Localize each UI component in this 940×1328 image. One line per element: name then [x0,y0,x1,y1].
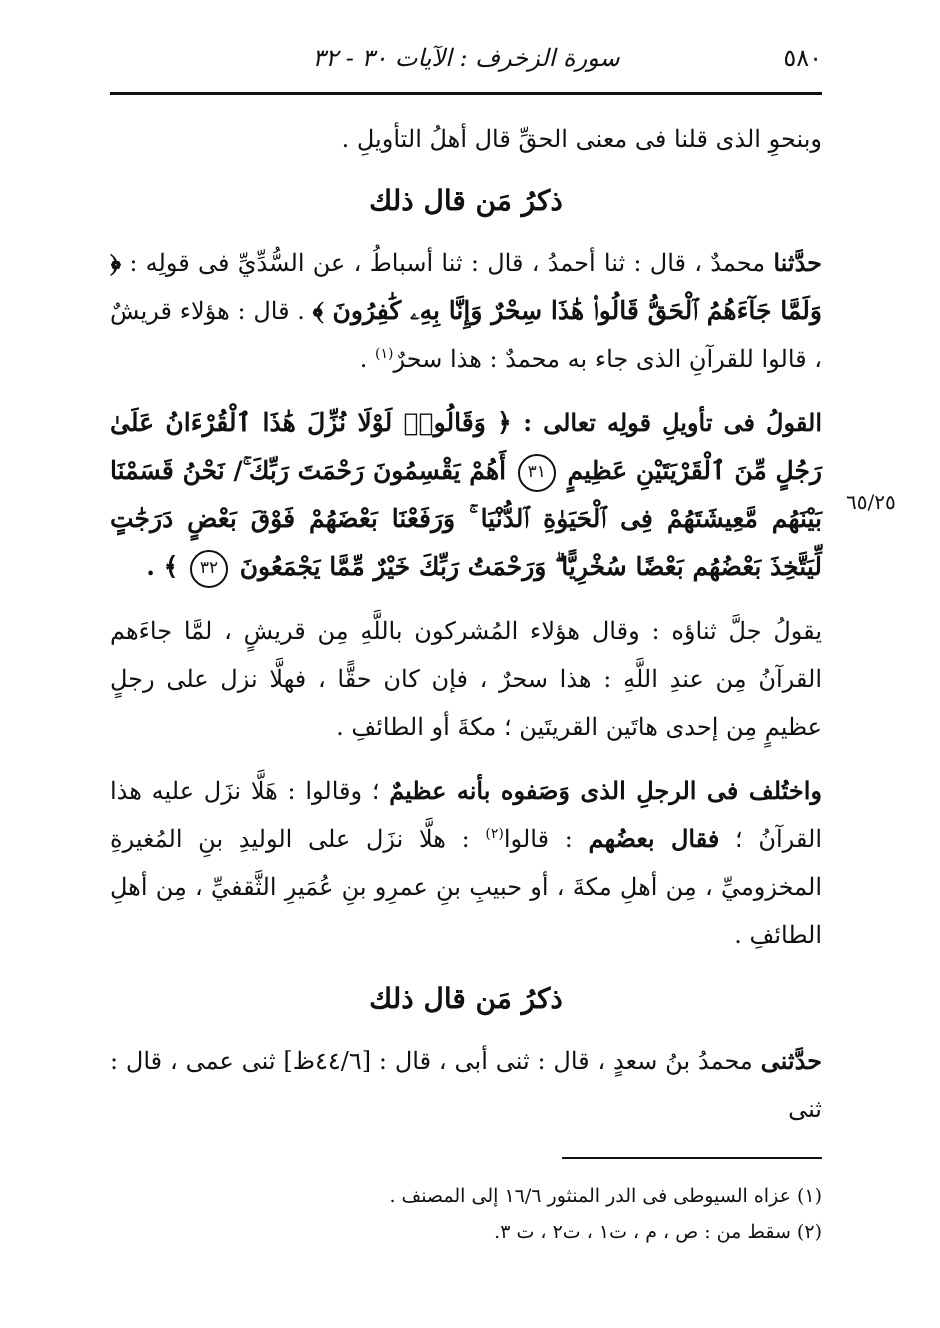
section-heading: ذكرُ مَن قال ذلك [369,982,563,1015]
intro-paragraph: وبنحوِ الذى قلنا فى معنى الحقِّ قال أهلُ التأويلِ . [341,125,822,153]
tafsir-lead: القولُ فى تأويلِ قولِه تعالى : [523,408,822,437]
page-number: ٥٨٠ [783,44,822,72]
footnote-ref: (٢) [485,826,504,842]
header-rule [110,92,822,95]
quran-close: ﴾ . [146,552,187,581]
opinion-lead: فقال بعضُهم [588,824,720,853]
narration-text: محمدٌ ، قال : ثنا أحمدُ ، قال : ثنا أسباطُ ، عن السُّدِّيِّ فى قولِه : [121,249,774,277]
footnote: (١) عزاه السيوطى فى الدر المنثور ١٦/٦ إلى المصنف . [389,1185,822,1207]
footnote-ref: (١) [375,346,394,362]
narration-text: محمدُ بنُ سعدٍ ، قال : ثنى أبى ، قال : [٤٤/٦ظ] ثنى عمى ، قال : ثنى [110,1047,822,1123]
narration-lead: حدَّثنا [773,248,822,277]
narration-tail: . قال : هؤلاء قريشٌ ، قالوا للقرآنِ الذى جاء به محمدٌ : هذا سحرٌ [110,297,822,373]
section-heading: ذكرُ مَن قال ذلك [369,184,563,217]
opinion-text-cont: : هلَّا نزَل على الوليدِ بنِ المُغيرةِ المخزوميِّ ، مِن أهلِ مكةَ ، أو حبيبِ بنِ عمرِو بنِ عُمَيرِ الثَّقفيِّ ، مِن أهلِ الطائفِ . [110,825,822,949]
hadith-paragraph [110,1037,822,1133]
quran-verse-32: أَهُمْ يَقْسِمُونَ رَحْمَتَ رَبِّكَ ۚ/ نَحْنُ قَسَمْنَا بَيْنَهُم مَّعِيشَتَهُمْ فِى ٱلْحَيَوٰةِ ٱلدُّنْيَا ۚ وَرَفَعْنَا بَعْضَهُمْ فَوْقَ بَعْضٍ دَرَجَٰتٍ لِّيَتَّخِذَ بَعْضُهُم بَعْضًا سُخْرِيًّا ۗ وَرَحْمَتُ رَبِّكَ خَيْرٌ مِّمَّا يَجْمَعُونَ [110,456,822,581]
ayah-number-marker: ٣١ [518,454,556,492]
footnotes [110,1178,822,1250]
footnote-rule [562,1157,822,1159]
paragraph-end: . [359,345,375,373]
quran-verse-31: ﴿ وَقَالُوا۟ لَوْلَا نُزِّلَ هَٰذَا ٱلْقُرْءَانُ عَلَىٰ رَجُلٍ مِّنَ ٱلْقَرْيَتَيْنِ عَظِيمٍ [110,408,822,485]
ayah-number-marker: ٣٢ [190,550,228,588]
main-text [110,115,822,1149]
narration-lead: حدَّثنى [760,1046,822,1075]
disagreement-lead: واختُلف فى الرجلِ الذى وَصَفوه بأنه عظيمٌ [389,776,822,805]
quran-quote: ﴿ وَلَمَّا جَآءَهُمُ ٱلْحَقُّ قَالُوا۟ هَٰذَا سِحْرٌ وَإِنَّا بِهِۦ كَٰفِرُونَ ﴾ [110,248,822,325]
margin-reference: ٦٥/٢٥ [846,490,896,514]
footnote: (٢) سقط من : ص ، م ، ت١ ، ت٢ ، ت ٣. [494,1221,822,1243]
running-title: سورة الزخرف : الآيات ٣٠ - ٣٢ [312,44,620,72]
hadith-paragraph [110,239,822,383]
opinion-text: : قالوا [503,825,589,853]
disagreement-text: ؛ وقالوا : هَلَّا نزَل عليه هذا القرآنُ ؛ [110,777,822,853]
verse-paragraph [110,399,822,591]
commentary-paragraph: يقولُ جلَّ ثناؤه : وقال هؤلاء المُشركون باللَّهِ مِن قريشٍ ، لمَّا جاءَهم القرآنُ مِن عندِ اللَّهِ : هذا سحرٌ ، فإن كان حقًّا ، فهلَّا نزل على رجلٍ عظيمٍ مِن إحدى هاتَين القريتَين ؛ مكةَ أو الطائفِ . [110,617,822,741]
page-header [110,40,822,88]
disagreement-paragraph [110,767,822,959]
